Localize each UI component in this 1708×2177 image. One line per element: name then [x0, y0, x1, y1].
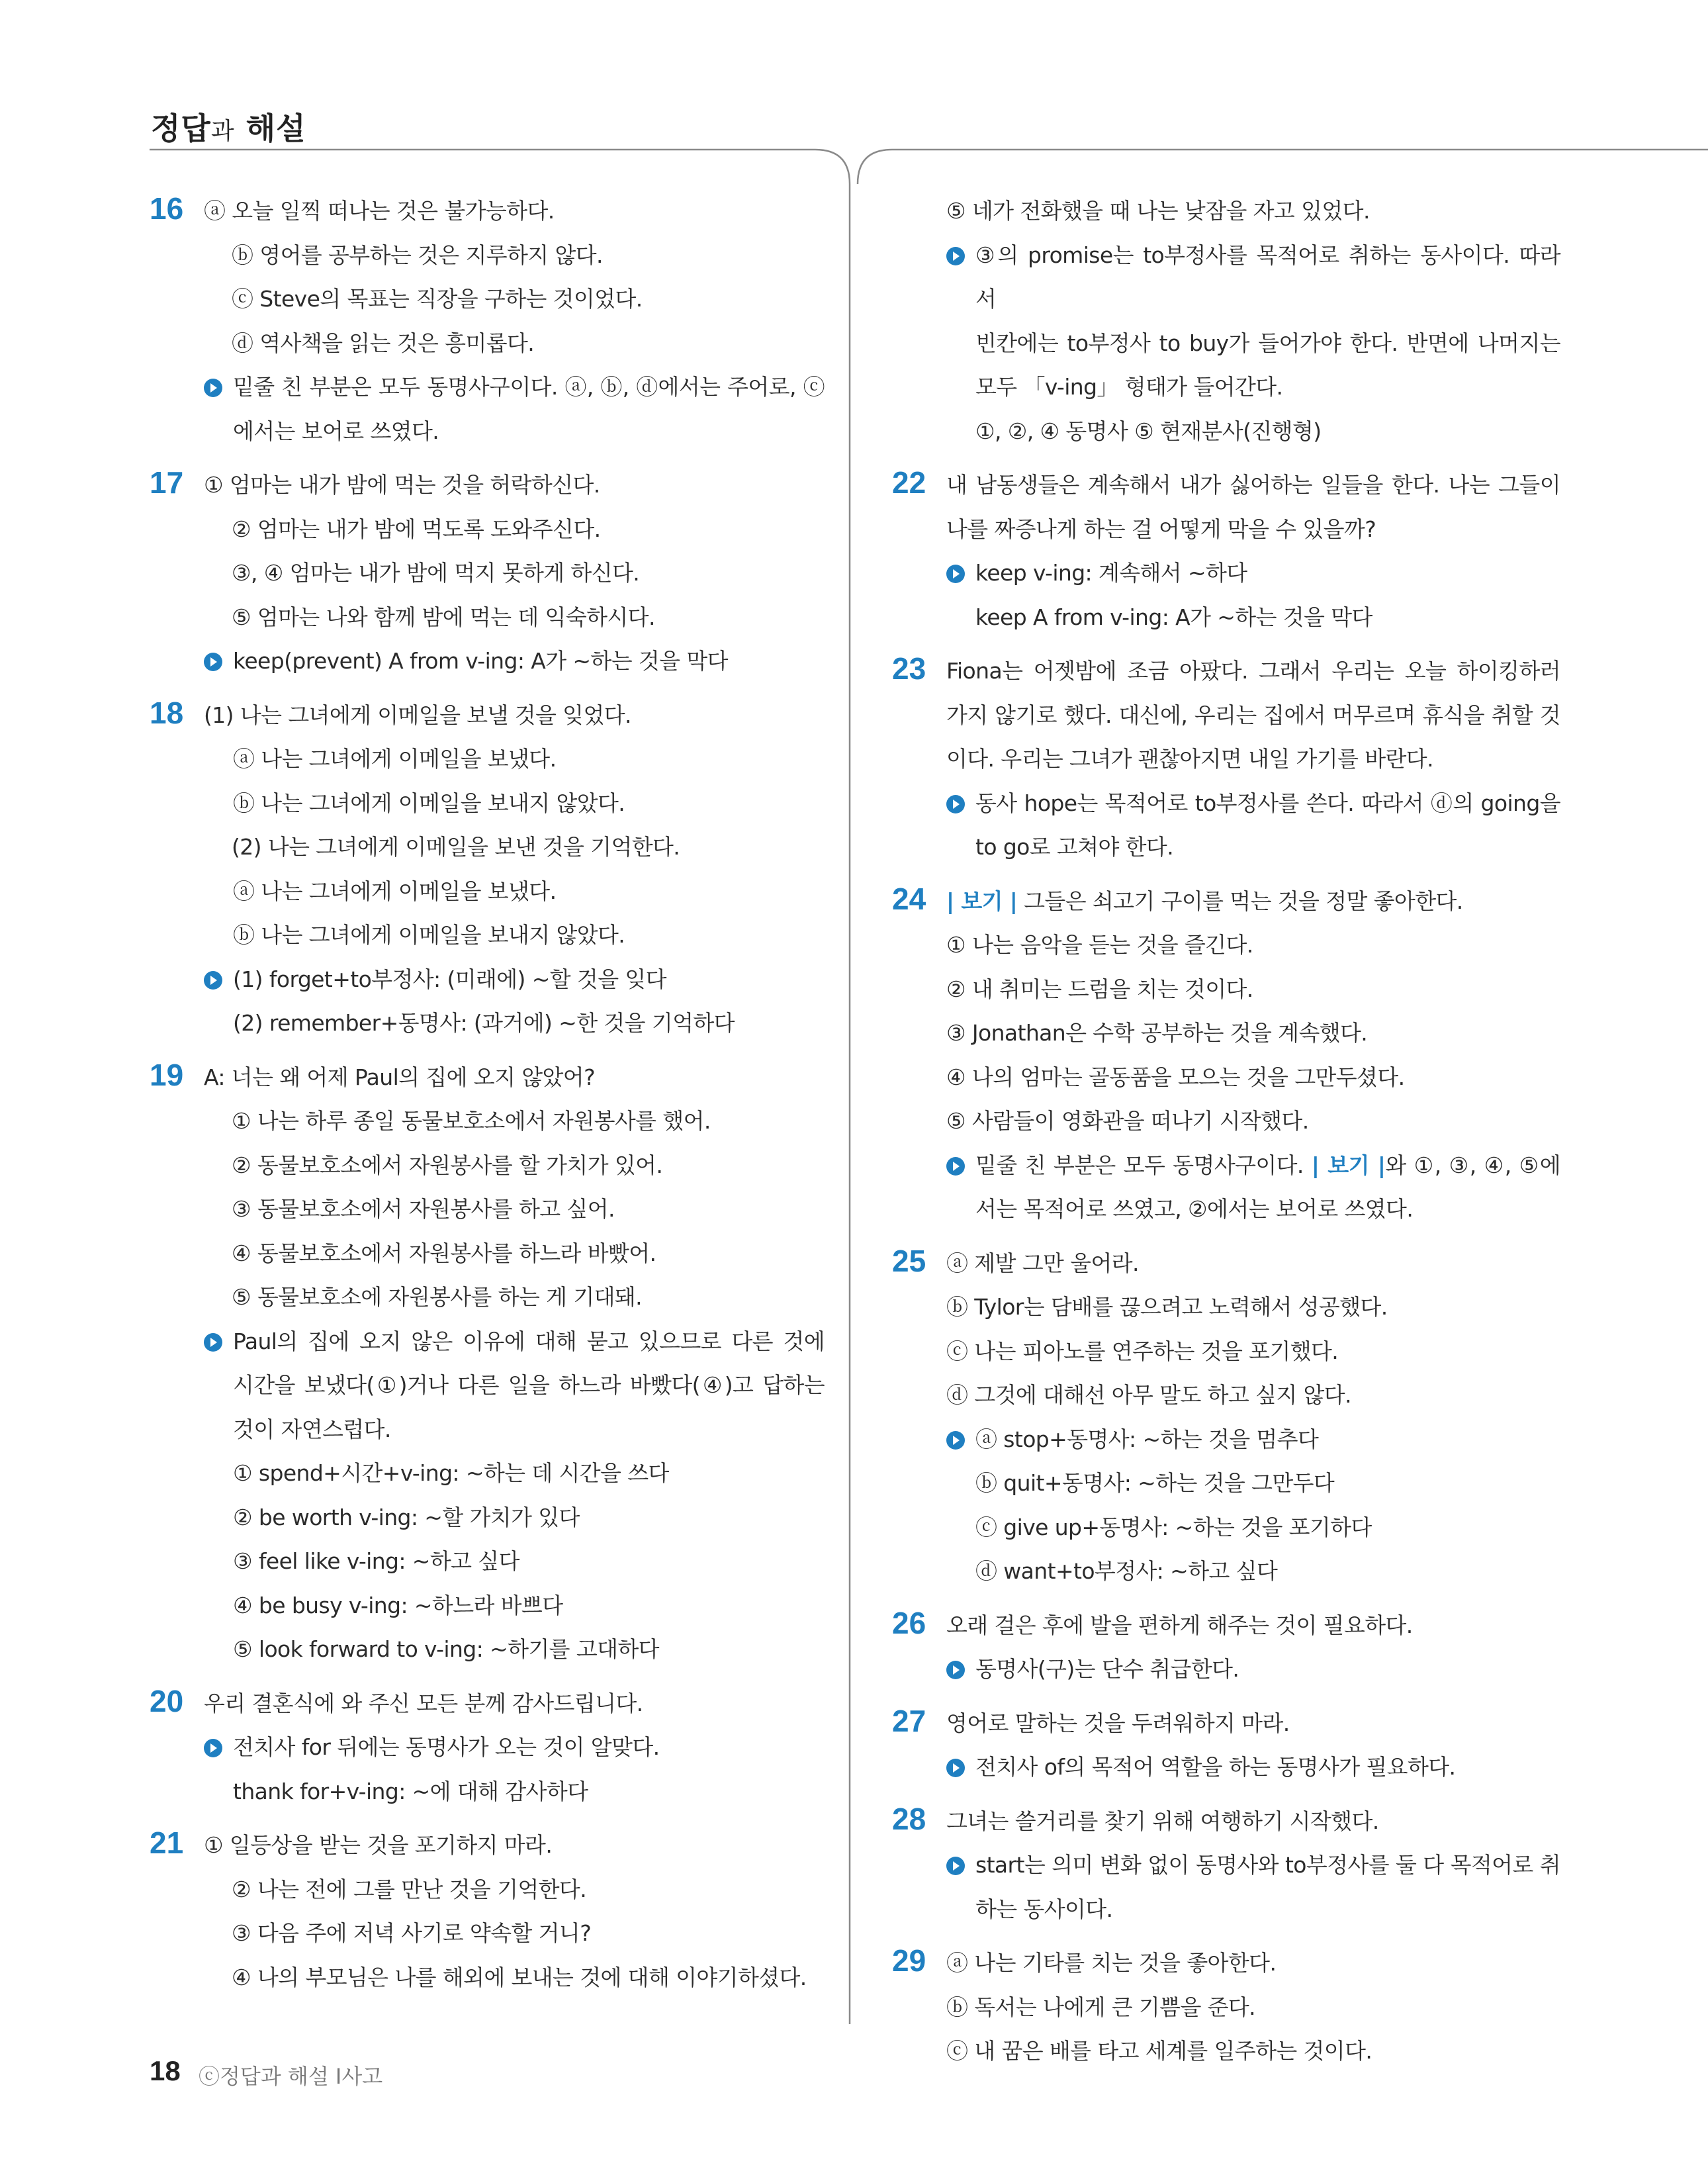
answer-line	[204, 1056, 825, 1100]
arrow-icon	[946, 795, 965, 813]
line-text: ⓑ Tylor는 담배를 끊으려고 노력해서 성공했다.	[946, 1294, 1388, 1320]
line-text: ③ feel like v-ing: ~하고 싶다	[233, 1548, 519, 1574]
line-text: ⓐ stop+동명사: ~하는 것을 멈추다	[975, 1426, 1319, 1452]
line-text: ③, ④ 엄마는 내가 밤에 먹지 못하게 하신다.	[232, 560, 640, 586]
answer-line	[946, 1187, 1560, 1232]
line-text: ⑤ 사람들이 영화관을 떠나기 시작했다.	[946, 1108, 1309, 1134]
answer-line	[946, 1800, 1560, 1844]
question-number: 22	[892, 465, 926, 500]
header-title-conj: 과	[210, 118, 235, 145]
answer-item	[892, 649, 1560, 870]
line-text: ⓓ 역사책을 읽는 것은 흥미롭다.	[232, 330, 535, 356]
line-text: (2) remember+동명사: (과거에) ~한 것을 기억하다	[233, 1010, 735, 1036]
question-number: 24	[892, 881, 926, 916]
line-text: 하는 동사이다.	[975, 1896, 1113, 1922]
answer-item	[150, 189, 825, 453]
answer-line	[204, 277, 825, 322]
line-text: ⑤ 엄마는 나와 함께 밤에 먹는 데 익숙하시다.	[232, 604, 655, 630]
answer-line	[204, 1496, 825, 1540]
answer-line	[946, 508, 1560, 552]
answer-line	[946, 1550, 1560, 1594]
answer-line	[946, 649, 1560, 694]
line-text: ① 나는 하루 종일 동물보호소에서 자원봉사를 했어.	[232, 1108, 711, 1134]
answer-item	[150, 1824, 825, 2000]
answer-line	[204, 1824, 825, 1868]
line-text: ① spend+시간+v-ing: ~하는 데 시간을 쓰다	[233, 1460, 669, 1486]
explanation-line	[946, 1843, 1560, 1888]
question-number: 23	[892, 651, 926, 686]
bogi-label: | 보기 |	[1311, 1152, 1386, 1178]
line-text: ⓓ want+to부정사: ~하고 싶다	[975, 1558, 1278, 1584]
line-text: keep A from v-ing: A가 ~하는 것을 막다	[975, 604, 1372, 630]
answer-line	[204, 1364, 825, 1408]
line-text: ③ 다음 주에 저녁 사기로 약속할 거니?	[232, 1920, 592, 1946]
line-text: ⓓ 그것에 대해선 아무 말도 하고 싶지 않다.	[946, 1382, 1351, 1408]
answer-line	[946, 694, 1560, 738]
answer-line	[204, 551, 825, 596]
line-text: start는 의미 변화 없이 동명사와 to부정사를 둘 다 목적어로 취	[975, 1852, 1560, 1878]
line-text: 내 남동생들은 계속해서 내가 싫어하는 일들을 한다. 나는 그들이	[946, 472, 1560, 498]
line-text: ⓐ 나는 그녀에게 이메일을 보냈다.	[233, 878, 557, 904]
answer-line	[946, 1604, 1560, 1648]
line-text: | 보기 | 그들은 쇠고기 구이를 먹는 것을 정말 좋아한다.	[946, 888, 1463, 914]
explanation-line	[204, 1726, 825, 1770]
answer-item	[892, 1702, 1560, 1790]
answer-line	[946, 1888, 1560, 1932]
answer-line	[204, 782, 825, 826]
answer-line	[946, 365, 1560, 410]
answer-line	[204, 322, 825, 366]
line-text: 시간을 보냈다(①)거나 다른 일을 하느라 바빴다(④)고 답하는	[233, 1372, 825, 1398]
answer-line	[204, 825, 825, 870]
line-text: ④ 동물보호소에서 자원봉사를 하느라 바빴어.	[232, 1240, 656, 1266]
answer-line	[204, 463, 825, 508]
answer-line	[946, 1099, 1560, 1144]
line-text: ② 엄마는 내가 밤에 먹도록 도와주신다.	[232, 516, 601, 542]
page-number: 18	[150, 2055, 181, 2086]
question-number: 19	[150, 1057, 184, 1092]
line-text: (1) forget+to부정사: (미래에) ~할 것을 잊다	[233, 966, 666, 992]
answer-line	[946, 1986, 1560, 2030]
answer-item	[892, 1941, 1560, 2074]
answer-line	[204, 1682, 825, 1726]
answer-line	[204, 870, 825, 914]
answer-line	[204, 1584, 825, 1628]
line-text: to go로 고쳐야 한다.	[975, 834, 1174, 860]
line-text: ③의 promise는 to부정사를 목적어로 취하는 동사이다. 따라서	[975, 242, 1560, 312]
arrow-icon	[204, 379, 222, 397]
line-text: ⓐ 나는 그녀에게 이메일을 보냈다.	[233, 746, 557, 772]
line-text: 동명사(구)는 단수 취급한다.	[975, 1656, 1239, 1682]
bogi-label: | 보기 |	[946, 888, 1018, 914]
line-text: 것이 자연스럽다.	[233, 1416, 391, 1442]
line-text: Fiona는 어젯밤에 조금 아팠다. 그래서 우리는 오늘 하이킹하러	[946, 658, 1560, 684]
answer-line	[204, 1408, 825, 1452]
line-text: ①, ②, ④ 동명사 ⑤ 현재분사(진행형)	[975, 418, 1322, 444]
line-text: 밑줄 친 부분은 모두 동명사구이다. | 보기 |와 ①, ③, ④, ⑤에	[975, 1152, 1560, 1178]
answer-line	[946, 1373, 1560, 1418]
question-number: 26	[892, 1605, 926, 1640]
answer-line	[204, 234, 825, 278]
line-text: ⓐ 오늘 일찍 떠나는 것은 불가능하다.	[204, 198, 555, 224]
line-text: ② 동물보호소에서 자원봉사를 할 가치가 있어.	[232, 1152, 663, 1178]
line-text: ⓒ give up+동명사: ~하는 것을 포기하다	[975, 1514, 1372, 1540]
arrow-icon	[946, 565, 965, 583]
line-text: Paul의 집에 오지 않은 이유에 대해 묻고 있으므로 다른 것에	[233, 1328, 825, 1354]
line-text: 전치사 for 뒤에는 동명사가 오는 것이 알맞다.	[233, 1734, 660, 1760]
line-text: ③ 동물보호소에서 자원봉사를 하고 싶어.	[232, 1196, 615, 1222]
explanation-line	[946, 1647, 1560, 1692]
answer-item	[150, 1682, 825, 1814]
answer-line	[204, 1770, 825, 1814]
answer-item	[150, 463, 825, 684]
line-text: keep v-ing: 계속해서 ~하다	[975, 560, 1247, 586]
line-text: 오래 걸은 후에 발을 편하게 해주는 것이 필요하다.	[946, 1612, 1413, 1638]
line-text: ② 내 취미는 드럼을 치는 것이다.	[946, 976, 1253, 1002]
answer-line	[946, 1506, 1560, 1550]
explanation-line	[204, 958, 825, 1002]
line-text: ⓐ 나는 기타를 치는 것을 좋아한다.	[946, 1950, 1277, 1976]
answer-line	[204, 410, 825, 454]
answer-line	[204, 1912, 825, 1956]
answer-item	[892, 1604, 1560, 1692]
answer-line	[946, 1702, 1560, 1746]
line-text: 영어로 말하는 것을 두려워하지 마라.	[946, 1710, 1290, 1736]
answer-line	[204, 913, 825, 958]
line-text: ⓑ 나는 그녀에게 이메일을 보내지 않았다.	[233, 790, 625, 816]
header-title-main: 정답	[151, 111, 211, 146]
line-text: ⓑ quit+동명사: ~하는 것을 그만두다	[975, 1470, 1335, 1496]
line-text: ① 엄마는 내가 밤에 먹는 것을 허락하신다.	[204, 472, 600, 498]
answer-item	[892, 189, 1560, 453]
line-text: ⑤ look forward to v-ing: ~하기를 고대하다	[233, 1636, 659, 1662]
line-text: 모두 「v-ing」 형태가 들어간다.	[975, 374, 1283, 400]
answer-line	[204, 1956, 825, 2000]
explanation-line	[204, 1320, 825, 1364]
answer-line	[204, 1099, 825, 1144]
header-title-end: 해설	[246, 111, 306, 146]
arrow-icon	[946, 1759, 965, 1777]
answer-line	[946, 1330, 1560, 1374]
right-column	[892, 189, 1560, 2084]
line-text: 서는 목적어로 쓰였고, ②에서는 보어로 쓰였다.	[975, 1196, 1414, 1222]
line-text: thank for+v-ing: ~에 대해 감사하다	[233, 1778, 588, 1804]
arrow-icon	[946, 1157, 965, 1176]
line-text: 전치사 of의 목적어 역할을 하는 동명사가 필요하다.	[975, 1754, 1456, 1780]
arrow-icon	[204, 653, 222, 671]
question-number: 18	[150, 695, 184, 730]
left-column	[150, 189, 825, 2010]
line-text: 이다. 우리는 그녀가 괜찮아지면 내일 가기를 바란다.	[946, 746, 1433, 772]
answer-line	[204, 1275, 825, 1320]
answer-line	[946, 1011, 1560, 1056]
explanation-line	[946, 234, 1560, 322]
question-number: 25	[892, 1243, 926, 1278]
arrow-icon	[946, 247, 965, 265]
explanation-line	[946, 1418, 1560, 1462]
line-text: 밑줄 친 부분은 모두 동명사구이다. ⓐ, ⓑ, ⓓ에서는 주어로, ⓒ	[233, 374, 825, 400]
line-text: ⓑ 나는 그녀에게 이메일을 보내지 않았다.	[233, 922, 625, 948]
line-text: ⓐ 제발 그만 울어라.	[946, 1250, 1139, 1276]
arrow-icon	[946, 1661, 965, 1679]
answer-item	[150, 1056, 825, 1672]
line-text: ⓒ 나는 피아노를 연주하는 것을 포기했다.	[946, 1338, 1339, 1364]
arrow-icon	[204, 971, 222, 990]
footer-text: ⓒ정답과 해설 I사고	[199, 2064, 383, 2089]
line-text: ⑤ 동물보호소에 자원봉사를 하는 게 기대돼.	[232, 1284, 643, 1310]
answer-line	[946, 968, 1560, 1012]
explanation-line	[946, 1745, 1560, 1790]
line-text: A: 너는 왜 어제 Paul의 집에 오지 않았어?	[204, 1064, 595, 1090]
line-text: ③ Jonathan은 수학 공부하는 것을 계속했다.	[946, 1020, 1368, 1046]
answer-line	[204, 508, 825, 552]
arrow-icon	[204, 1739, 222, 1757]
line-text: 동사 hope는 목적어로 to부정사를 쓴다. 따라서 ⓓ의 going을	[975, 790, 1560, 816]
line-text: 가지 않기로 했다. 대신에, 우리는 집에서 머무르며 휴식을 취할 것	[946, 702, 1560, 728]
answer-line	[946, 1461, 1560, 1506]
answer-line	[204, 1232, 825, 1276]
answer-line	[204, 596, 825, 640]
answer-item	[150, 694, 825, 1046]
answer-item	[892, 1800, 1560, 1932]
answer-line	[204, 189, 825, 234]
answer-line	[204, 694, 825, 738]
answer-line	[946, 737, 1560, 782]
answer-line	[946, 825, 1560, 870]
answer-line	[204, 1187, 825, 1232]
line-text: ⓒ 내 꿈은 배를 타고 세계를 일주하는 것이다.	[946, 2038, 1372, 2064]
explanation-line	[946, 782, 1560, 826]
answer-line	[946, 1285, 1560, 1330]
line-text: 에서는 보어로 쓰였다.	[233, 418, 439, 444]
answer-item	[892, 1242, 1560, 1594]
arrow-icon	[946, 1857, 965, 1875]
line-text: (2) 나는 그녀에게 이메일을 보낸 것을 기억한다.	[232, 834, 680, 860]
line-text: ⑤ 네가 전화했을 때 나는 낮잠을 자고 있었다.	[946, 198, 1370, 224]
answer-line	[946, 463, 1560, 508]
line-text: 우리 결혼식에 와 주신 모든 분께 감사드립니다.	[204, 1690, 643, 1716]
line-text: ① 일등상을 받는 것을 포기하지 마라.	[204, 1832, 553, 1858]
line-text: 나를 짜증나게 하는 걸 어떻게 막을 수 있을까?	[946, 516, 1376, 542]
answer-line	[204, 1628, 825, 1672]
answer-line	[946, 880, 1560, 924]
answer-line	[204, 1001, 825, 1046]
line-text: 빈칸에는 to부정사 to buy가 들어가야 한다. 반면에 나머지는	[975, 330, 1560, 356]
question-number: 28	[892, 1801, 926, 1836]
line-text: ④ be busy v-ing: ~하느라 바쁘다	[233, 1592, 563, 1618]
answer-item	[892, 880, 1560, 1232]
explanation-line	[946, 1144, 1560, 1188]
answer-line	[946, 1056, 1560, 1100]
explanation-line	[946, 551, 1560, 596]
answer-line	[204, 737, 825, 782]
answer-line	[946, 1941, 1560, 1986]
answer-line	[946, 2029, 1560, 2074]
answer-line	[946, 322, 1560, 366]
answer-line	[204, 1868, 825, 1912]
answer-item	[892, 463, 1560, 639]
question-number: 16	[150, 191, 184, 226]
answer-line	[946, 410, 1560, 454]
line-text: ① 나는 음악을 듣는 것을 즐긴다.	[946, 932, 1253, 958]
explanation-line	[204, 639, 825, 684]
line-text: ⓑ 영어를 공부하는 것은 지루하지 않다.	[232, 242, 603, 268]
line-text: ④ 나의 부모님은 나를 해외에 보내는 것에 대해 이야기하셨다.	[232, 1964, 807, 1990]
line-text: ⓒ Steve의 목표는 직장을 구하는 것이었다.	[232, 286, 643, 312]
line-text: keep(prevent) A from v-ing: A가 ~하는 것을 막다	[233, 648, 728, 674]
arrow-icon	[204, 1333, 222, 1352]
question-number: 29	[892, 1943, 926, 1978]
arrow-icon	[946, 1431, 965, 1450]
answer-line	[204, 1144, 825, 1188]
answer-line	[204, 1452, 825, 1496]
line-text: ② be worth v-ing: ~할 가치가 있다	[233, 1504, 580, 1530]
line-text: ② 나는 전에 그를 만난 것을 기억한다.	[232, 1876, 587, 1902]
line-text: ⓑ 독서는 나에게 큰 기쁨을 준다.	[946, 1994, 1256, 2020]
answer-line	[946, 923, 1560, 968]
question-number: 17	[150, 465, 184, 500]
line-text: (1) 나는 그녀에게 이메일을 보낼 것을 잊었다.	[204, 702, 631, 728]
answer-line	[204, 1540, 825, 1584]
answer-line	[946, 1242, 1560, 1286]
line-text: ④ 나의 엄마는 골동품을 모으는 것을 그만두셨다.	[946, 1064, 1405, 1090]
question-number: 21	[150, 1826, 184, 1860]
explanation-line	[204, 365, 825, 410]
answer-line	[946, 596, 1560, 640]
answer-line	[946, 189, 1560, 234]
question-number: 27	[892, 1703, 926, 1738]
question-number: 20	[150, 1683, 184, 1718]
line-text: 그녀는 쓸거리를 찾기 위해 여행하기 시작했다.	[946, 1808, 1379, 1834]
